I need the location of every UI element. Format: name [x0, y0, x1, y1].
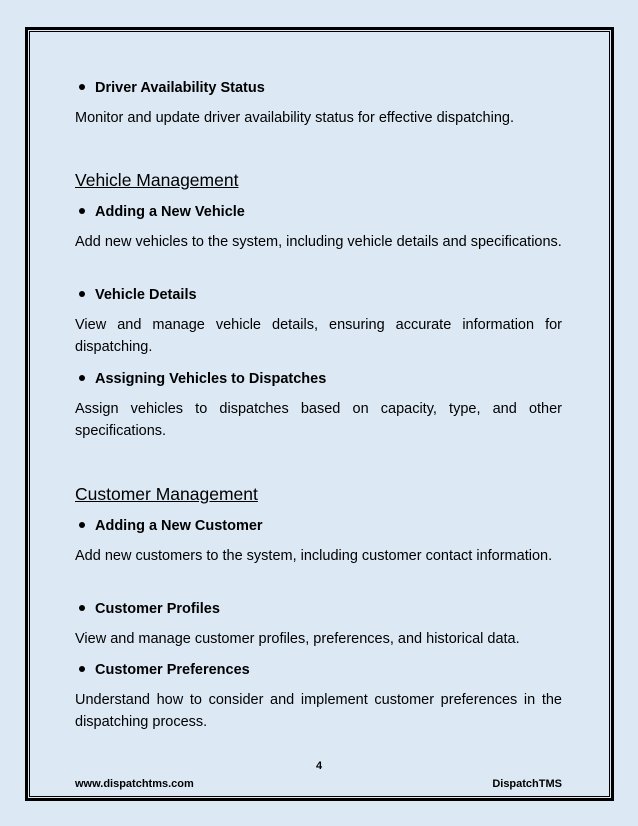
paragraph-customer-preferences: Understand how to consider and implement customer preferences in the dispatching process. — [75, 692, 562, 730]
bullet-adding-new-customer — [75, 517, 263, 535]
bullet-title: Driver Availability Status — [95, 80, 265, 96]
page-number: 4 — [315, 760, 323, 772]
footer-brand: DispatchTMS — [492, 778, 562, 790]
bullet-customer-profiles — [75, 600, 220, 618]
bullet-driver-availability-status — [75, 79, 265, 97]
bullet-title: Customer Profiles — [95, 601, 220, 617]
paragraph-vehicle-details: View and manage vehicle details, ensuring accurate information for dispatching. — [75, 317, 562, 355]
bullet-icon — [79, 522, 85, 528]
bullet-icon — [79, 605, 85, 611]
paragraph-customer-profiles: View and manage customer profiles, preferences, and historical data. — [75, 631, 520, 647]
footer-website-link[interactable]: www.dispatchtms.com — [75, 778, 194, 790]
bullet-icon — [79, 291, 85, 297]
bullet-adding-new-vehicle — [75, 203, 245, 221]
bullet-title: Adding a New Vehicle — [95, 204, 245, 220]
bullet-title: Customer Preferences — [95, 662, 250, 678]
section-heading-vehicle-management: Vehicle Management — [75, 170, 239, 190]
bullet-title: Vehicle Details — [95, 287, 197, 303]
paragraph-driver-availability-status: Monitor and update driver availability status for effective dispatching. — [75, 110, 515, 126]
bullet-icon — [79, 208, 85, 214]
bullet-title: Adding a New Customer — [95, 518, 263, 534]
bullet-icon — [79, 666, 85, 672]
paragraph-adding-new-customer: Add new customers to the system, including customer contact information. — [75, 548, 553, 564]
paragraph-adding-new-vehicle: Add new vehicles to the system, including vehicle details and specifications. — [75, 234, 562, 250]
bullet-assigning-vehicles — [75, 370, 326, 388]
section-heading-customer-management: Customer Management — [75, 484, 258, 504]
bullet-customer-preferences — [75, 661, 250, 679]
bullet-icon — [79, 375, 85, 381]
bullet-title: Assigning Vehicles to Dispatches — [95, 371, 327, 387]
bullet-vehicle-details — [75, 286, 197, 304]
bullet-icon — [79, 84, 85, 90]
paragraph-assigning-vehicles: Assign vehicles to dispatches based on capacity, type, and other specifications. — [75, 401, 562, 439]
